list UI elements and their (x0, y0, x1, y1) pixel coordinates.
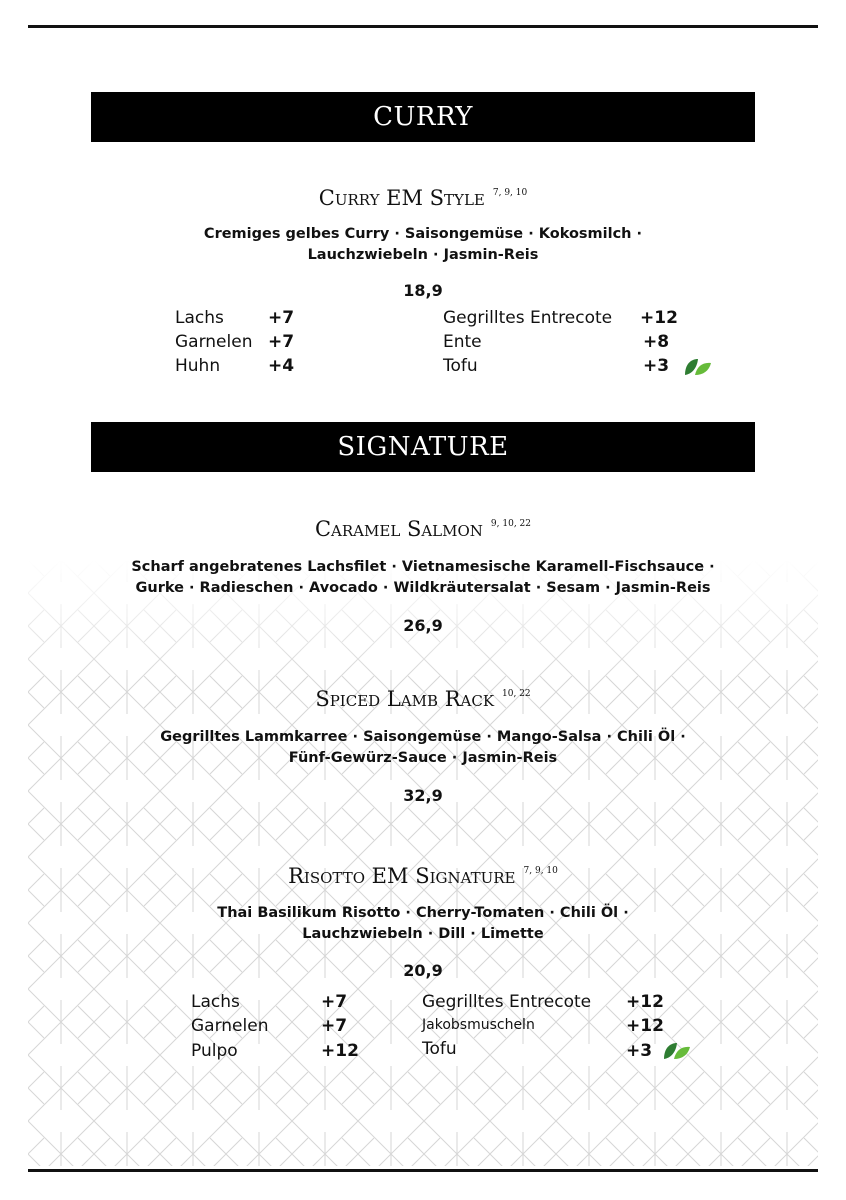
addon-price: +7 (321, 1016, 348, 1036)
description-line: Thai Basilikum Risotto · Cherry-Tomaten · Chili Öl · (217, 905, 629, 921)
addon-name-tofu: Tofu (422, 1039, 457, 1059)
addon-price: +7 (268, 308, 295, 328)
allergen-codes: 10, 22 (502, 689, 531, 699)
addon-price: +3 (626, 1041, 653, 1061)
dish-price: 32,9 (403, 786, 443, 805)
dish-title-curry-em-style (0, 186, 846, 210)
addon-price: +7 (268, 332, 295, 352)
section-banner-curry (91, 92, 755, 142)
dish-price: 20,9 (403, 961, 443, 980)
dish-name: Curry EM Style (318, 186, 485, 210)
dish-description (0, 727, 846, 769)
addon-price: +7 (321, 992, 348, 1012)
addon-name-entrecote: Gegrilltes Entrecote (443, 308, 613, 328)
dish-description (0, 557, 846, 599)
description-line: Fünf-Gewürz-Sauce · Jasmin-Reis (288, 750, 558, 766)
addon-price: +12 (626, 1016, 664, 1036)
allergen-codes: 7, 9, 10 (492, 188, 528, 198)
addon-price: +4 (268, 356, 295, 376)
addon-name-tofu: Tofu (443, 356, 478, 376)
addon-price: +12 (321, 1041, 359, 1061)
description-line: Cremiges gelbes Curry · Saisongemüse · Kokosmilch · (203, 226, 643, 242)
description-line: Gegrilltes Lammkarree · Saisongemüse · Mango-Salsa · Chili Öl · (160, 729, 686, 745)
allergen-codes: 9, 10, 22 (490, 519, 531, 529)
dish-title-caramel-salmon (0, 517, 846, 541)
description-line: Scharf angebratenes Lachsfilet · Vietnamesische Karamell-Fischsauce · (131, 559, 715, 575)
addon-name-ente: Ente (443, 332, 482, 352)
addon-name-pulpo: Pulpo (191, 1041, 238, 1061)
addon-name-huhn: Huhn (175, 356, 221, 376)
addon-name-entrecote: Gegrilltes Entrecote (422, 992, 592, 1012)
dish-name: Spiced Lamb Rack (315, 687, 495, 711)
dish-name: Risotto EM Signature (288, 864, 516, 888)
dish-title-risotto-em-signature (0, 864, 846, 888)
addon-name-garnelen: Garnelen (175, 332, 253, 352)
top-rule (28, 25, 818, 28)
description-line: Gurke · Radieschen · Avocado · Wildkräutersalat · Sesam · Jasmin-Reis (135, 580, 711, 596)
vegan-leaf-icon (662, 1039, 692, 1061)
addon-name-lachs: Lachs (191, 992, 240, 1012)
addon-price: +12 (640, 308, 678, 328)
addon-price: +12 (626, 992, 664, 1012)
geometric-background-pattern (28, 560, 818, 1166)
section-banner-signature (91, 422, 755, 472)
bottom-rule (28, 1169, 818, 1172)
vegan-leaf-icon (683, 355, 713, 377)
section-heading: SIGNATURE (337, 432, 509, 462)
addon-price: +3 (643, 356, 670, 376)
section-heading: CURRY (373, 102, 473, 132)
allergen-codes: 7, 9, 10 (523, 866, 558, 876)
dish-price: 18,9 (403, 281, 443, 300)
addon-name-garnelen: Garnelen (191, 1016, 269, 1036)
dish-description (0, 903, 846, 945)
dish-price: 26,9 (403, 616, 443, 635)
addon-name-jakobsmuscheln: Jakobsmuscheln (422, 1017, 535, 1033)
description-line: Lauchzwiebeln · Jasmin-Reis (307, 247, 539, 263)
description-line: Lauchzwiebeln · Dill · Limette (302, 926, 544, 942)
dish-name: Caramel Salmon (314, 517, 483, 541)
addon-price: +8 (643, 332, 670, 352)
addon-name-lachs: Lachs (175, 308, 224, 328)
dish-description (0, 224, 846, 266)
dish-title-spiced-lamb-rack (0, 687, 846, 711)
